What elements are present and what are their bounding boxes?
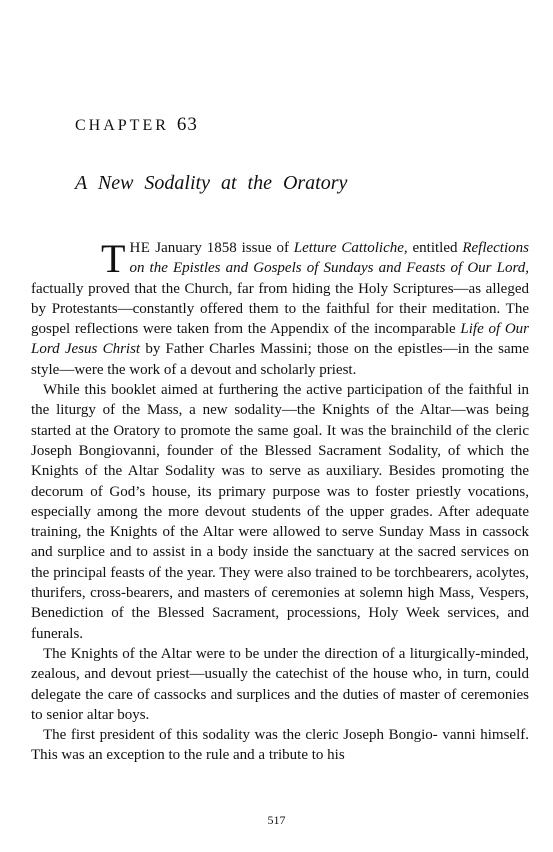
text-run: entitled [407,240,463,256]
paragraph-3: The Knights of the Altar were to be under the direction of a liturgically-minded, zealous, and devout priest—usually the catechist of the house who, in turn, could delegate the care of cassocks and surplices and the duties of master of ceremonies to senior altar boys. [31,645,529,723]
paragraph-1 [31,238,529,380]
chapter-number: 63 [176,114,198,135]
italic-title: Letture Cattoliche, [293,240,408,256]
page-number: 517 [267,813,286,827]
lead-in: HE [129,240,151,256]
paragraph-4: The first president of this sodality was the cleric Joseph Bongio- vanni himself. This was an exception to the rule and a tribute to his [31,727,529,764]
text-run: factually proved that the Church, far from hiding the Holy Scriptures—as alleged by Protestants—constantly offered them to the faithful for their meditation. The gospel reflections were taken from the Appendix of the incomparable [31,280,529,338]
chapter-heading [75,114,198,136]
paragraph-2: While this booklet aimed at furthering the active participation of the faithful in the liturgy of the Mass, a new sodality—the Knights of the Altar—was being started at the Oratory to promote the same goal. It was the brainchild of the cleric Joseph Bongiovanni, founder of the Blessed Sacrament Sodality, of which the Knights of the Altar Sodality was to serve as auxiliary. Besides promoting the decorum of God’s house, its primary purpose was to foster priestly vocations, especially among the more devout students of the upper grades. After adequate training, the Knights of the Altar were allowed to serve Sunday Mass in cassock and surplice and to assist in a body inside the sanctuary at the sacred services on the principal feasts of the year. They were also trained to be torchbearers, acolytes, thurifers, cross-bearers, and masters of ceremonies at solemn high Mass, Vespers, Benediction of the Blessed Sacrament, processions, Holy Week services, and funerals. [31,382,529,642]
chapter-label: CHAPTER [75,117,169,134]
body-text [31,238,529,766]
drop-cap: T [101,236,126,281]
chapter-title: A New Sodality at the Oratory [75,172,348,194]
text-run: by Father Charles Massini; those on the epistles—in the same style—were the work of a devout and scholarly priest. [31,341,529,378]
italic-title: Life of Our Lord Jesus Christ [31,321,529,358]
text-run: January 1858 issue of [150,240,294,256]
italic-title: Reflections on the Epistles and Gospels of Sundays and Feasts of Our Lord, [129,240,529,277]
